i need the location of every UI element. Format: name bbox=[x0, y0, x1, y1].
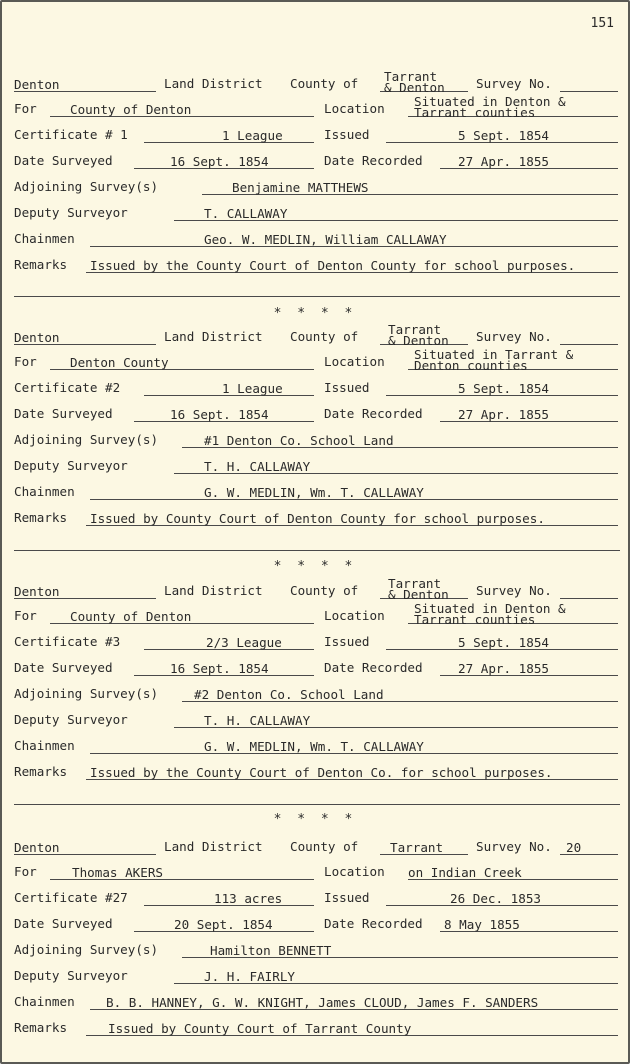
certificate-row bbox=[14, 376, 620, 398]
record-separator: * * * * bbox=[273, 812, 357, 827]
certificate-row bbox=[14, 630, 620, 652]
district-value: Denton bbox=[14, 584, 60, 599]
location-value-line1: Situated in Denton & bbox=[414, 601, 566, 616]
date-surveyed-field bbox=[134, 661, 314, 676]
for-field bbox=[50, 355, 314, 370]
adjoining-row bbox=[14, 428, 620, 450]
land-district-label: Land District bbox=[164, 76, 263, 91]
for-value: County of Denton bbox=[70, 102, 192, 117]
chainmen-label: Chainmen bbox=[14, 484, 75, 499]
chainmen-value: G. W. MEDLIN, Wm. T. CALLAWAY bbox=[204, 739, 424, 754]
location-value-line1: on Indian Creek bbox=[408, 865, 522, 880]
date-surveyed-value: 20 Sept. 1854 bbox=[174, 917, 273, 932]
chainmen-label: Chainmen bbox=[14, 231, 75, 246]
certificate-amount: 1 League bbox=[222, 128, 283, 143]
district-value: Denton bbox=[14, 840, 60, 855]
district-row bbox=[14, 69, 620, 95]
date-recorded-value: 27 Apr. 1855 bbox=[458, 154, 549, 169]
adjoining-label: Adjoining Survey(s) bbox=[14, 432, 159, 447]
location-field bbox=[408, 94, 618, 120]
chainmen-row bbox=[14, 480, 620, 502]
chainmen-field bbox=[90, 232, 618, 247]
location-label: Location bbox=[324, 354, 385, 369]
for-row bbox=[14, 860, 620, 882]
remarks-row bbox=[14, 760, 620, 782]
deputy-row bbox=[14, 964, 620, 986]
survey-no-label: Survey No. bbox=[476, 76, 552, 91]
survey-no-label: Survey No. bbox=[476, 329, 552, 344]
issued-field bbox=[386, 635, 618, 650]
location-value-line1: Situated in Tarrant & bbox=[414, 347, 574, 362]
adjoining-field bbox=[182, 943, 618, 958]
land-district-label: Land District bbox=[164, 583, 263, 598]
certificate-label: Certificate # 1 bbox=[14, 127, 128, 142]
remarks-row bbox=[14, 506, 620, 528]
for-value: Thomas AKERS bbox=[72, 865, 163, 880]
date-surveyed-field bbox=[134, 407, 314, 422]
page-number: 151 bbox=[590, 16, 614, 31]
chainmen-field bbox=[90, 995, 618, 1010]
survey-no-field bbox=[560, 77, 618, 92]
remarks-field bbox=[86, 511, 618, 526]
chainmen-row bbox=[14, 734, 620, 756]
survey-no-field bbox=[560, 584, 618, 599]
deputy-field bbox=[174, 969, 618, 984]
adjoining-value: Hamilton BENNETT bbox=[210, 943, 332, 958]
chainmen-label: Chainmen bbox=[14, 738, 75, 753]
date-surveyed-row bbox=[14, 149, 620, 171]
location-value-line2: Denton counties bbox=[414, 358, 528, 373]
date-recorded-field bbox=[440, 917, 618, 932]
issued-label: Issued bbox=[324, 127, 370, 142]
adjoining-field bbox=[182, 433, 618, 448]
location-value-line2: Tarrant counties bbox=[414, 105, 536, 120]
date-recorded-field bbox=[440, 154, 618, 169]
deputy-field bbox=[174, 459, 618, 474]
certificate-row bbox=[14, 886, 620, 908]
certificate-amount: 1 League bbox=[222, 381, 283, 396]
county-field bbox=[380, 69, 468, 95]
deputy-label: Deputy Surveyor bbox=[14, 712, 128, 727]
for-row bbox=[14, 347, 620, 373]
chainmen-field bbox=[90, 739, 618, 754]
record-separator: * * * * bbox=[273, 306, 357, 321]
deputy-value: T. H. CALLAWAY bbox=[204, 459, 311, 474]
county-value-line2: & Denton bbox=[384, 80, 445, 95]
remarks-value: Issued by the County Court of Denton Co. for school purposes. bbox=[90, 765, 553, 780]
deputy-value: J. H. FAIRLY bbox=[204, 969, 295, 984]
chainmen-row bbox=[14, 227, 620, 249]
district-value: Denton bbox=[14, 77, 60, 92]
remarks-label: Remarks bbox=[14, 510, 68, 525]
issued-label: Issued bbox=[324, 634, 370, 649]
for-value: Denton County bbox=[70, 355, 169, 370]
remarks-value: Issued by the County Court of Denton County for school purposes. bbox=[90, 258, 576, 273]
date-recorded-label: Date Recorded bbox=[324, 406, 423, 421]
survey-no-label: Survey No. bbox=[476, 839, 552, 854]
for-field bbox=[50, 102, 314, 117]
deputy-label: Deputy Surveyor bbox=[14, 968, 128, 983]
county-of-label: County of bbox=[290, 329, 359, 344]
chainmen-field bbox=[90, 485, 618, 500]
certificate-row bbox=[14, 123, 620, 145]
date-recorded-value: 27 Apr. 1855 bbox=[458, 407, 549, 422]
date-recorded-label: Date Recorded bbox=[324, 916, 423, 931]
date-surveyed-label: Date Surveyed bbox=[14, 406, 113, 421]
district-field bbox=[14, 77, 156, 92]
adjoining-row bbox=[14, 938, 620, 960]
certificate-field bbox=[144, 891, 314, 906]
issued-value: 5 Sept. 1854 bbox=[458, 635, 549, 650]
location-value-line1: Situated in Denton & bbox=[414, 94, 566, 109]
county-field bbox=[380, 576, 468, 602]
date-recorded-label: Date Recorded bbox=[324, 153, 423, 168]
remarks-field bbox=[86, 1021, 618, 1036]
county-value-line2: & Denton bbox=[388, 587, 449, 602]
chainmen-row bbox=[14, 990, 620, 1012]
county-value-line1: Tarrant bbox=[388, 322, 442, 337]
for-label: For bbox=[14, 101, 37, 116]
adjoining-field bbox=[202, 180, 618, 195]
remarks-label: Remarks bbox=[14, 257, 68, 272]
certificate-field bbox=[144, 128, 314, 143]
county-value-line1: Tarrant bbox=[390, 840, 444, 855]
location-value-line2: Tarrant counties bbox=[414, 612, 536, 627]
date-surveyed-row bbox=[14, 402, 620, 424]
county-of-label: County of bbox=[290, 839, 359, 854]
remarks-field bbox=[86, 258, 618, 273]
adjoining-field bbox=[182, 687, 618, 702]
date-recorded-value: 27 Apr. 1855 bbox=[458, 661, 549, 676]
issued-label: Issued bbox=[324, 890, 370, 905]
adjoining-label: Adjoining Survey(s) bbox=[14, 179, 159, 194]
deputy-label: Deputy Surveyor bbox=[14, 458, 128, 473]
date-recorded-label: Date Recorded bbox=[324, 660, 423, 675]
district-field bbox=[14, 840, 156, 855]
issued-field bbox=[386, 128, 618, 143]
date-recorded-field bbox=[440, 407, 618, 422]
issued-field bbox=[386, 381, 618, 396]
date-surveyed-label: Date Surveyed bbox=[14, 153, 113, 168]
chainmen-value: G. W. MEDLIN, Wm. T. CALLAWAY bbox=[204, 485, 424, 500]
date-surveyed-value: 16 Sept. 1854 bbox=[170, 407, 269, 422]
for-value: County of Denton bbox=[70, 609, 192, 624]
for-field bbox=[50, 609, 314, 624]
location-field bbox=[408, 347, 618, 373]
survey-no-value: 20 bbox=[566, 840, 582, 855]
date-surveyed-field bbox=[134, 917, 314, 932]
location-field bbox=[408, 601, 618, 627]
county-of-label: County of bbox=[290, 583, 359, 598]
remarks-value: Issued by County Court of Denton County for school purposes. bbox=[90, 511, 545, 526]
remarks-row bbox=[14, 253, 620, 275]
issued-value: 5 Sept. 1854 bbox=[458, 381, 549, 396]
date-recorded-field bbox=[440, 661, 618, 676]
date-surveyed-value: 16 Sept. 1854 bbox=[170, 661, 269, 676]
district-row bbox=[14, 576, 620, 602]
certificate-label: Certificate #3 bbox=[14, 634, 121, 649]
county-value-line2: & Denton bbox=[388, 333, 449, 348]
for-label: For bbox=[14, 864, 37, 879]
county-value-line1: Tarrant bbox=[384, 69, 438, 84]
district-field bbox=[14, 584, 156, 599]
remarks-continuation-line bbox=[14, 550, 620, 551]
certificate-label: Certificate #27 bbox=[14, 890, 128, 905]
for-label: For bbox=[14, 354, 37, 369]
date-surveyed-row bbox=[14, 912, 620, 934]
adjoining-row bbox=[14, 682, 620, 704]
deputy-row bbox=[14, 201, 620, 223]
deputy-field bbox=[174, 206, 618, 221]
deputy-value: T. CALLAWAY bbox=[204, 206, 288, 221]
chainmen-value: Geo. W. MEDLIN, William CALLAWAY bbox=[204, 232, 447, 247]
issued-field bbox=[386, 891, 618, 906]
certificate-field bbox=[144, 635, 314, 650]
for-field bbox=[50, 865, 314, 880]
record-separator: * * * * bbox=[273, 559, 357, 574]
location-label: Location bbox=[324, 101, 385, 116]
land-district-label: Land District bbox=[164, 839, 263, 854]
remarks-label: Remarks bbox=[14, 764, 68, 779]
adjoining-value: #2 Denton Co. School Land bbox=[194, 687, 384, 702]
chainmen-label: Chainmen bbox=[14, 994, 75, 1009]
remarks-continuation-line bbox=[14, 804, 620, 805]
survey-no-field bbox=[560, 330, 618, 345]
adjoining-value: Benjamine MATTHEWS bbox=[232, 180, 369, 195]
date-surveyed-label: Date Surveyed bbox=[14, 916, 113, 931]
county-of-label: County of bbox=[290, 76, 359, 91]
chainmen-value: B. B. HANNEY, G. W. KNIGHT, James CLOUD, James F. SANDERS bbox=[106, 995, 539, 1010]
adjoining-label: Adjoining Survey(s) bbox=[14, 686, 159, 701]
remarks-value: Issued by County Court of Tarrant County bbox=[108, 1021, 412, 1036]
adjoining-value: #1 Denton Co. School Land bbox=[204, 433, 394, 448]
adjoining-label: Adjoining Survey(s) bbox=[14, 942, 159, 957]
district-row bbox=[14, 322, 620, 348]
district-value: Denton bbox=[14, 330, 60, 345]
date-surveyed-value: 16 Sept. 1854 bbox=[170, 154, 269, 169]
for-row bbox=[14, 94, 620, 120]
deputy-row bbox=[14, 708, 620, 730]
location-label: Location bbox=[324, 608, 385, 623]
certificate-field bbox=[144, 381, 314, 396]
remarks-row bbox=[14, 1016, 620, 1038]
deputy-value: T. H. CALLAWAY bbox=[204, 713, 311, 728]
survey-no-field bbox=[560, 840, 618, 855]
location-label: Location bbox=[324, 864, 385, 879]
for-label: For bbox=[14, 608, 37, 623]
deputy-label: Deputy Surveyor bbox=[14, 205, 128, 220]
issued-value: 5 Sept. 1854 bbox=[458, 128, 549, 143]
deputy-field bbox=[174, 713, 618, 728]
remarks-continuation-line bbox=[14, 296, 620, 297]
certificate-amount: 2/3 League bbox=[206, 635, 282, 650]
deputy-row bbox=[14, 454, 620, 476]
date-recorded-value: 8 May 1855 bbox=[444, 917, 520, 932]
certificate-label: Certificate #2 bbox=[14, 380, 121, 395]
adjoining-row bbox=[14, 175, 620, 197]
certificate-amount: 113 acres bbox=[214, 891, 283, 906]
issued-value: 26 Dec. 1853 bbox=[450, 891, 541, 906]
remarks-label: Remarks bbox=[14, 1020, 68, 1035]
land-district-label: Land District bbox=[164, 329, 263, 344]
district-field bbox=[14, 330, 156, 345]
district-row bbox=[14, 835, 620, 857]
date-surveyed-field bbox=[134, 154, 314, 169]
survey-no-label: Survey No. bbox=[476, 583, 552, 598]
for-row bbox=[14, 601, 620, 627]
issued-label: Issued bbox=[324, 380, 370, 395]
county-value-line1: Tarrant bbox=[388, 576, 442, 591]
county-field bbox=[380, 840, 468, 855]
county-field bbox=[380, 322, 468, 348]
date-surveyed-row bbox=[14, 656, 620, 678]
location-field bbox=[408, 865, 618, 880]
remarks-field bbox=[86, 765, 618, 780]
date-surveyed-label: Date Surveyed bbox=[14, 660, 113, 675]
